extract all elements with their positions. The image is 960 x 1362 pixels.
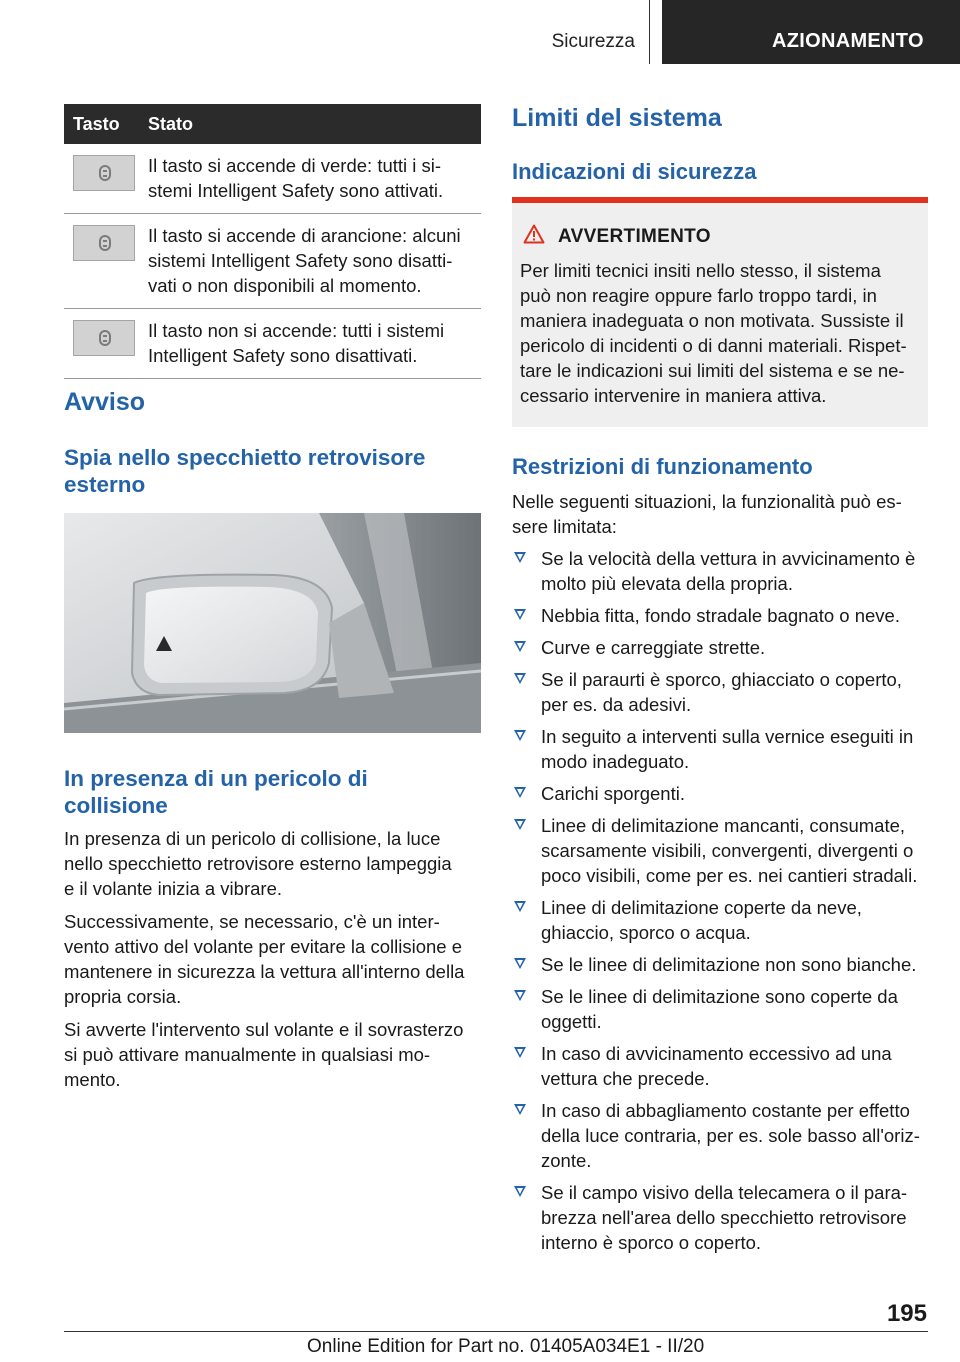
list-item: In caso di abbagliamento costante per effetto della luce contraria, per es. sole basso all'oriz- zonte. [512, 1098, 932, 1173]
footer-edition: Online Edition for Part no. 01405A034E1 - II/20 [307, 1336, 705, 1357]
table-cell-status: Il tasto si accende di verde: tutti i si- stemi Intelligent Safety sono attivati. [148, 155, 444, 201]
table-row [64, 214, 481, 309]
heading-spia: Spia nello specchietto retrovisore esterno [64, 445, 426, 497]
warning-title: AVVERTIMENTO [558, 226, 711, 247]
header-chapter-label: AZIONAMENTO [772, 30, 924, 52]
page-number: 195 [886, 1300, 927, 1327]
header-section-tab [64, 0, 650, 64]
bullet-triangle-icon [514, 552, 526, 563]
footer-divider [64, 1331, 928, 1332]
list-item: Se il campo visivo della telecamera o il para- brezza nell'area dello specchietto retrovisore interno è sporco o coperto. [512, 1180, 932, 1255]
list-item: Se le linee di delimitazione non sono bianche. [512, 952, 932, 977]
intelligent-safety-button-icon [73, 155, 135, 191]
bullet-triangle-icon [514, 730, 526, 741]
table-cell-status: Il tasto si accende di arancione: alcuni sistemi Intelligent Safety sono disatti- vati o non disponibili al momento. [148, 225, 461, 296]
paragraph-intervento: Successivamente, se necessario, c'è un inter- vento attivo del volante per evitare la collisione e mantenere in sicurezza la vettura all'interno della propria corsia. [64, 911, 465, 1007]
bullet-triangle-icon [514, 1047, 526, 1058]
header-section-label: Sicurezza [551, 31, 635, 52]
heading-pericolo-collisione: In presenza di un pericolo di collisione [64, 766, 368, 818]
list-item: Se le linee di delimitazione sono coperte da oggetti. [512, 984, 932, 1034]
bullet-triangle-icon [514, 819, 526, 830]
list-item: Nebbia fitta, fondo stradale bagnato o neve. [512, 603, 932, 628]
intelligent-safety-button-icon [73, 225, 135, 261]
list-item: Linee di delimitazione coperte da neve, ghiaccio, sporco o acqua. [512, 895, 932, 945]
bullet-triangle-icon [514, 673, 526, 684]
table-row [64, 144, 481, 214]
side-mirror-illustration [64, 513, 481, 733]
bullet-triangle-icon [514, 1186, 526, 1197]
bullet-triangle-icon [514, 901, 526, 912]
heading-restrizioni: Restrizioni di funzionamento [512, 454, 813, 479]
button-status-table [64, 104, 481, 379]
list-item: Se il paraurti è sporco, ghiacciato o coperto, per es. da adesivi. [512, 667, 932, 717]
intelligent-safety-button-icon [73, 320, 135, 356]
warning-triangle-icon [523, 224, 545, 249]
warning-text: Per limiti tecnici insiti nello stesso, il sistema può non reagire oppure farlo troppo tardi, in maniera inadeguata o non motivata. Sussiste il pericolo di incidenti o di danni materiali. Rispet- tare le indicazioni sui limiti del sistema e se ne- cessario intervenire in maniera attiva. [520, 260, 907, 406]
heading-indicazioni-sicurezza: Indicazioni di sicurezza [512, 159, 757, 184]
heading-avviso: Avviso [64, 388, 146, 416]
list-item: In seguito a interventi sulla vernice eseguiti in modo inadeguato. [512, 724, 932, 774]
restrictions-list [512, 546, 932, 1262]
bullet-triangle-icon [514, 609, 526, 620]
bullet-triangle-icon [514, 641, 526, 652]
list-item: Curve e carreggiate strette. [512, 635, 932, 660]
bullet-triangle-icon [514, 1104, 526, 1115]
paragraph-collisione: In presenza di un pericolo di collisione, la luce nello specchietto retrovisore esterno lampeggia e il volante inizia a vibrare. [64, 828, 452, 899]
table-row [64, 309, 481, 379]
table-header [64, 104, 481, 144]
table-header-stato: Stato [148, 113, 193, 134]
heading-limiti-sistema: Limiti del sistema [512, 104, 722, 132]
table-cell-status: Il tasto non si accende: tutti i sistemi Intelligent Safety sono disattivati. [148, 320, 445, 366]
bullet-triangle-icon [514, 990, 526, 1001]
header-chapter-tab [662, 0, 960, 64]
bullet-triangle-icon [514, 958, 526, 969]
list-item: Carichi sporgenti. [512, 781, 932, 806]
paragraph-sovrasterzo: Si avverte l'intervento sul volante e il sovrasterzo si può attivare manualmente in qualsiasi mo- mento. [64, 1019, 464, 1090]
paragraph-restrizioni-intro: Nelle seguenti situazioni, la funzionalità può es- sere limitata: [512, 491, 902, 537]
list-item: Se la velocità della vettura in avvicinamento è molto più elevata della propria. [512, 546, 932, 596]
bullet-triangle-icon [514, 787, 526, 798]
list-item: In caso di avvicinamento eccessivo ad una vettura che precede. [512, 1041, 932, 1091]
table-header-tasto: Tasto [73, 113, 120, 134]
list-item: Linee di delimitazione mancanti, consumate, scarsamente visibili, convergenti, divergenti o poco visibili, come per es. nei cantieri stradali. [512, 813, 932, 888]
